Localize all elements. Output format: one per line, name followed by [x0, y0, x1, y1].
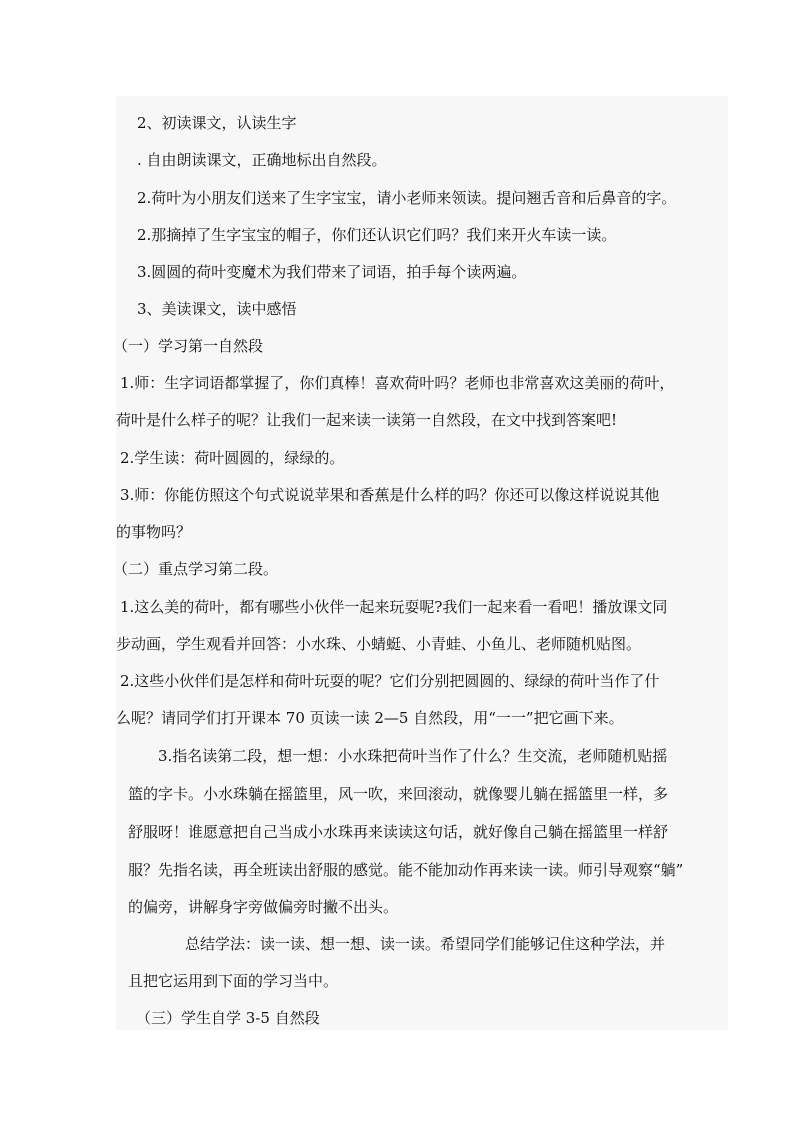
paragraph-line: 1.师：生字词语都掌握了，你们真棒！喜欢荷叶吗？老师也非常喜欢这美丽的荷叶， [120, 374, 675, 392]
paragraph-line: 3.师：你能仿照这个句式说说苹果和香蕉是什么样的吗？你还可以像这样说说其他 [120, 486, 660, 504]
paragraph-line: 且把它运用到下面的学习当中。 [128, 972, 339, 990]
paragraph-line: 舒服呀！谁愿意把自己当成小水珠再来读读这句话，就好像自己躺在摇篮里一样舒 [128, 823, 669, 841]
paragraph-line: 的事物吗？ [116, 523, 192, 541]
section-heading-3: （三）学生自学 3-5 自然段 [136, 1009, 320, 1027]
paragraph-line: 么呢？请同学们打开课本 70 页读一读 2—5 自然段，用“一一”把它画下来。 [116, 709, 624, 727]
paragraph-line: 2.这些小伙伴们是怎样和荷叶玩耍的呢？它们分别把圆圆的、绿绿的荷叶当作了什 [120, 672, 660, 690]
paragraph-line: 2.学生读：荷叶圆圆的，绿绿的。 [120, 449, 345, 467]
paragraph-line: 步动画，学生观看并回答：小水珠、小蜻蜓、小青蛙、小鱼儿、老师随机贴图。 [116, 635, 642, 653]
paragraph-line: 3.圆圆的荷叶变魔术为我们带来了词语，拍手每个读两遍。 [137, 263, 527, 281]
paragraph-line: 2.荷叶为小朋友们送来了生字宝宝，请小老师来领读。提问翘舌音和后鼻音的字。 [137, 189, 677, 207]
paragraph-line: 2.那摘掉了生字宝宝的帽子，你们还认识它们吗？我们来开火车读一读。 [137, 226, 617, 244]
paragraph-line: 服？先指名读，再全班读出舒服的感觉。能不能加动作再来读一读。师引导观察“躺” [128, 861, 684, 879]
paragraph-line: 3.指名读第二段，想一想：小水珠把荷叶当作了什么？生交流，老师随机贴摇 [158, 747, 668, 765]
section-heading-1: （一）学习第一自然段 [113, 337, 264, 355]
paragraph-line: 荷叶是什么样子的呢？让我们一起来读一读第一自然段，在文中找到答案吧! [116, 411, 618, 429]
paragraph-line: 1.这么美的荷叶，都有哪些小伙伴一起来玩耍呢?我们一起来看一看吧！播放课文同 [120, 598, 668, 616]
paragraph-line: 篮的字卡。小水珠躺在摇篮里，风一吹，来回滚动，就像婴儿躺在摇篮里一样，多 [128, 785, 669, 803]
paragraph-line: . 自由朗读课文，正确地标出自然段。 [137, 151, 387, 169]
paragraph-line: 的偏旁，讲解身字旁做偏旁时撇不出头。 [128, 898, 399, 916]
step-heading-appreciate: 3、美读课文，读中感悟 [137, 300, 297, 318]
section-heading-2: （二）重点学习第二段。 [113, 560, 279, 578]
paragraph-line: 总结学法：读一读、想一想、读一读。希望同学们能够记住这种学法，并 [185, 935, 666, 953]
step-heading-read-text: 2、初读课文，认读生字 [137, 114, 297, 132]
